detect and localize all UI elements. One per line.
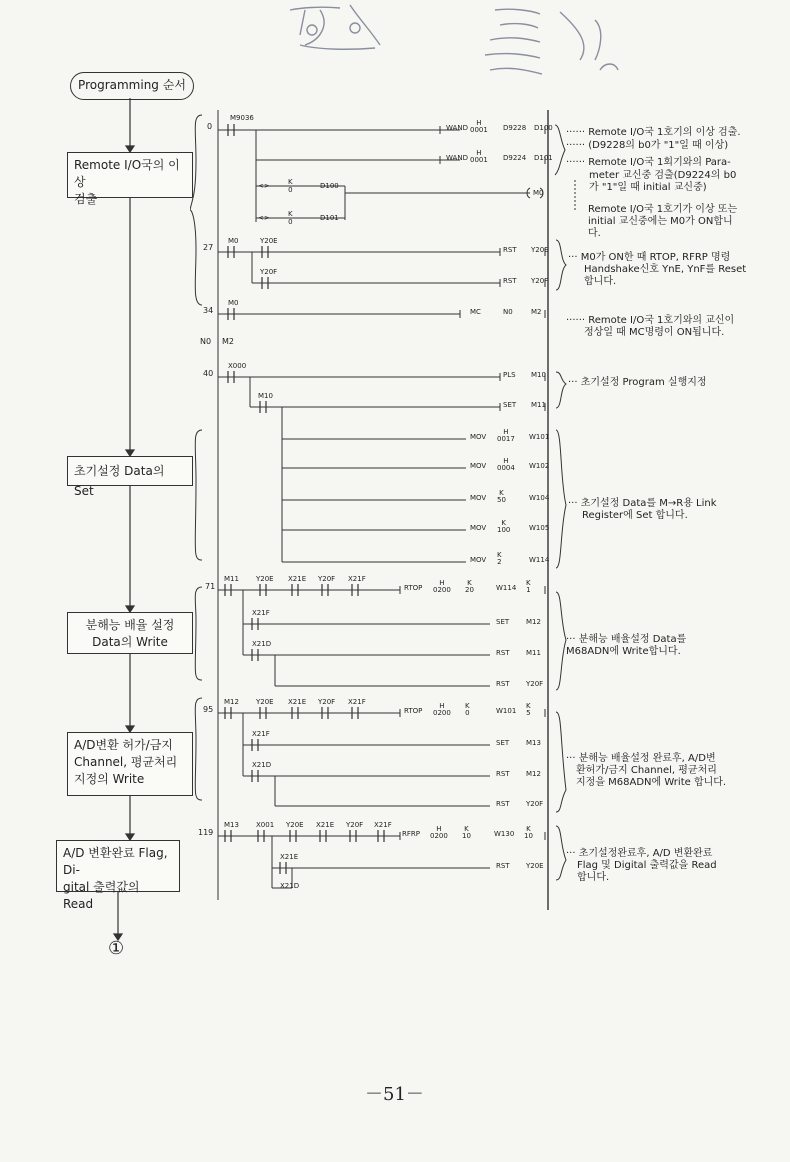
instruction-op: MC	[470, 308, 481, 316]
compare-k: K 0	[288, 210, 293, 226]
annotation-line: ··· 분해능 배율설정 Data를	[566, 634, 687, 645]
flow-box-label: Remote I/O국의 이상 검출	[74, 158, 180, 206]
instruction-c: W104	[529, 494, 550, 502]
annotation-line: 가 "1"일 때 initial 교신중)	[589, 182, 707, 193]
instruction-a: K 2	[497, 551, 502, 566]
step-number: 71	[205, 582, 216, 591]
contact-label: Y20F	[346, 821, 364, 829]
instruction-op: RFRP	[402, 830, 420, 838]
instruction-c: Y20F	[526, 800, 544, 808]
instruction-op: RTOP	[404, 707, 423, 715]
step-number: 95	[203, 705, 214, 714]
instruction-c: Y20F	[526, 680, 544, 688]
instruction-a: H 0001	[470, 149, 488, 164]
contact-label: X001	[256, 821, 275, 829]
contact-label: X21F	[348, 698, 366, 706]
annotation-line: Register에 Set 합니다.	[582, 510, 688, 521]
contact-label: Y20E	[286, 821, 304, 829]
instruction-op: RTOP	[404, 584, 423, 592]
instruction-c: M12	[526, 770, 541, 778]
instruction-b: D9228	[503, 124, 527, 132]
flow-title: Programming 순서	[70, 72, 194, 100]
contact-label: X21D	[280, 882, 300, 890]
contact-label: X21F	[252, 609, 270, 617]
flow-end-marker: ①	[108, 938, 125, 959]
flow-box-label: A/D변환 허가/금지 Channel, 평균처리 지정의 Write	[74, 738, 178, 786]
contact-label: X000	[228, 362, 247, 370]
annotation-line: Remote I/O국 1호기가 이상 또는	[588, 204, 738, 215]
instruction-b: N0	[503, 308, 513, 316]
instruction-op: MOV	[470, 494, 487, 502]
instruction-c: W102	[529, 462, 550, 470]
contact-label: M11	[224, 575, 239, 583]
contact-label: Y20F	[318, 575, 336, 583]
instruction-op: SET	[496, 739, 510, 747]
contact-label: M0	[228, 237, 239, 245]
contact-label: X21E	[280, 853, 299, 861]
instruction-op: PLS	[503, 371, 516, 379]
instruction-c: W105	[529, 524, 550, 532]
instruction-c: W114	[529, 556, 550, 564]
nc-label: M2	[222, 337, 234, 346]
annotation-line: Handshake신호 YnE, YnF를 Reset	[584, 264, 747, 275]
instruction-a: K 100	[497, 519, 511, 534]
contact-label: Y20E	[256, 575, 274, 583]
compare-op: <>	[258, 214, 270, 222]
instruction-op: MOV	[470, 462, 487, 470]
annotation-line: ······ Remote I/O국 1회기와의 Para-	[566, 157, 731, 168]
coil-label: M0	[533, 189, 544, 197]
instruction-c: Y20E	[526, 862, 544, 870]
instruction-c: Y20F	[531, 277, 549, 285]
compare-k: K 0	[288, 178, 293, 194]
annotation-line: Flag 및 Digital 출력값을 Read	[577, 860, 717, 871]
contact-label: Y20E	[260, 237, 278, 245]
annotation-line: ··· 초기설정완료후, A/D 변환완료	[566, 848, 713, 859]
annotation-line: meter 교신중 검출(D9224의 b0	[589, 170, 737, 181]
contact-label: Y20F	[318, 698, 336, 706]
compare-d: D101	[320, 214, 339, 222]
instruction-a: H 0200	[433, 579, 451, 594]
instruction-d: K 1	[526, 579, 531, 594]
annotation-line: 다.	[588, 228, 601, 239]
annotation-line: ······ Remote I/O국 1호기의 이상 검출.	[566, 127, 741, 138]
contact-label: Y20E	[256, 698, 274, 706]
annotation-line: ······ (D9228의 b0가 "1"일 때 이상)	[566, 140, 729, 151]
instruction-c: Y20E	[531, 246, 549, 254]
instruction-c: M13	[526, 739, 541, 747]
instruction-op: SET	[496, 618, 510, 626]
annotation-line: 합니다.	[584, 276, 617, 287]
instruction-op: SET	[503, 401, 517, 409]
step-number: 0	[207, 122, 213, 131]
annotation-line: ··· 분해능 배율설정 완료후, A/D변	[566, 753, 716, 764]
contact-label: X21E	[288, 698, 307, 706]
instruction-a: H 0017	[497, 428, 515, 443]
instruction-a: H 0001	[470, 119, 488, 134]
instruction-b: K 20	[465, 579, 474, 594]
step-number: 40	[203, 369, 214, 378]
instruction-c: D100	[534, 124, 553, 132]
instruction-c: M10	[531, 371, 546, 379]
instruction-a: H 0004	[497, 457, 515, 472]
instruction-c: M2	[531, 308, 542, 316]
instruction-a: H 0200	[433, 702, 451, 717]
instruction-op: MOV	[470, 433, 487, 441]
compare-op: <>	[258, 182, 270, 190]
instruction-c: W114	[496, 584, 517, 592]
instruction-b: D9224	[503, 154, 527, 162]
instruction-op: WAND	[446, 124, 468, 132]
instruction-op: WAND	[446, 154, 468, 162]
contact-label: M12	[224, 698, 239, 706]
annotation-line: ······ Remote I/O국 1호기와의 교신이	[566, 315, 735, 326]
instruction-op: RST	[503, 277, 517, 285]
annotation-line: 정상일 때 MC명령이 ON됩니다.	[584, 327, 725, 338]
step-number: 27	[203, 243, 214, 252]
instruction-op: RST	[496, 770, 510, 778]
annotation-line: ··· 초기설정 Data를 M→R용 Link	[568, 498, 717, 509]
contact-label: X21D	[252, 640, 272, 648]
annotation-line: 지정을 M68ADN에 Write 합니다.	[576, 777, 727, 788]
instruction-c: W101	[496, 707, 517, 715]
annotation-line: ··· M0가 ON한 때 RTOP, RFRP 명령	[568, 252, 731, 263]
instruction-d: K 10	[524, 825, 533, 840]
instruction-op: RST	[496, 680, 510, 688]
contact-label: X21F	[252, 730, 270, 738]
annotation-line: 환허가/금지 Channel, 평균처리	[576, 765, 717, 776]
instruction-b: K 10	[462, 825, 471, 840]
instruction-op: MOV	[470, 524, 487, 532]
instruction-a: K 50	[497, 489, 506, 504]
contact-label: M10	[258, 392, 273, 400]
instruction-op: RST	[496, 862, 510, 870]
contact-label: X21E	[288, 575, 307, 583]
flow-box-label: A/D 변환완료 Flag, Di- gital 출력값의 Read	[63, 846, 168, 911]
contact-label: M0	[228, 299, 239, 307]
compare-d: D100	[320, 182, 339, 190]
flow-box-label: 초기설정 Data의 Set	[74, 464, 165, 498]
contact-label: M13	[224, 821, 239, 829]
contact-label: X21D	[252, 761, 272, 769]
contact-label: X21F	[348, 575, 366, 583]
annotation-line: ··· 초기설정 Program 실행지정	[568, 377, 707, 388]
instruction-a: H 0200	[430, 825, 448, 840]
contact-label: X21F	[374, 821, 392, 829]
annotation-line: 합니다.	[577, 872, 610, 883]
instruction-op: RST	[496, 800, 510, 808]
instruction-c: W101	[529, 433, 550, 441]
annotation-line: initial 교신중에는 M0가 ON합니	[588, 216, 733, 227]
instruction-c: M11	[526, 649, 541, 657]
instruction-op: MOV	[470, 556, 487, 564]
contact-label: M9036	[230, 114, 254, 122]
instruction-d: K 5	[526, 702, 531, 717]
instruction-c: M11	[531, 401, 546, 409]
page-number: －51－	[365, 1084, 424, 1105]
flow-box-label: 분해능 배율 설정 Data의 Write	[85, 618, 175, 649]
step-number: 119	[198, 828, 214, 837]
instruction-c: M12	[526, 618, 541, 626]
annotation-line: M68ADN에 Write합니다.	[566, 646, 681, 657]
instruction-b: K 0	[465, 702, 470, 717]
contact-label: X21E	[316, 821, 335, 829]
instruction-op: RST	[503, 246, 517, 254]
instruction-op: RST	[496, 649, 510, 657]
nc-label: N0	[200, 337, 212, 346]
instruction-c: W130	[494, 830, 515, 838]
step-number: 34	[203, 306, 214, 315]
contact-label: Y20F	[260, 268, 278, 276]
instruction-c: D101	[534, 154, 553, 162]
